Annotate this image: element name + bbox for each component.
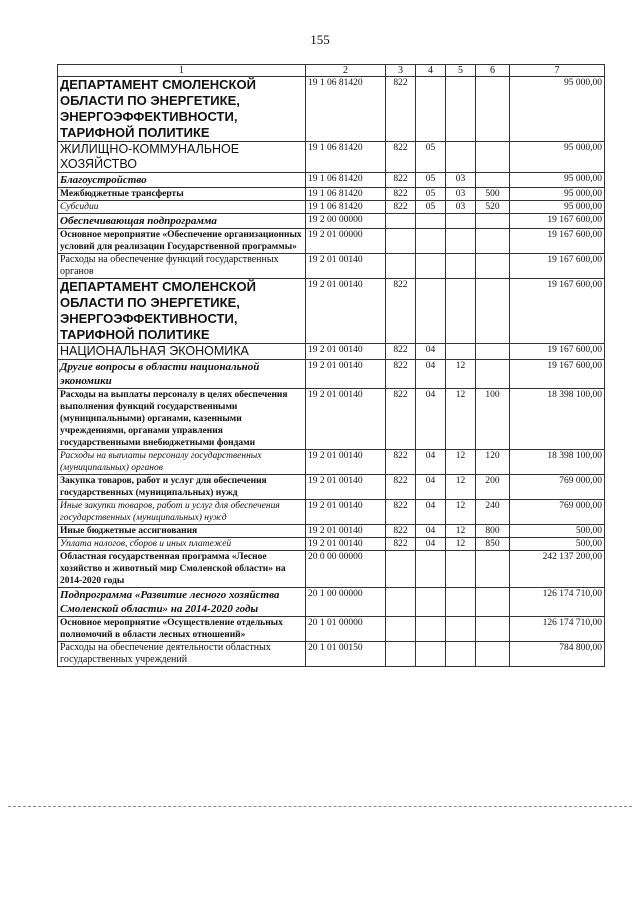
target-article-cell: 19 1 06 81420	[306, 201, 386, 214]
admin-code-cell	[386, 551, 416, 588]
header-cell: 4	[416, 65, 446, 77]
header-cell: 3	[386, 65, 416, 77]
expense-type-cell: 500	[476, 188, 510, 201]
subsection-code-cell	[446, 142, 476, 173]
expense-type-cell	[476, 344, 510, 360]
item-name-cell: Иные бюджетные ассигнования	[58, 525, 306, 538]
amount-cell: 18 398 100,00	[510, 450, 605, 475]
subsection-code-cell	[446, 279, 476, 344]
target-article-cell: 20 1 00 00000	[306, 588, 386, 617]
admin-code-cell: 822	[386, 450, 416, 475]
admin-code-cell: 822	[386, 279, 416, 344]
item-name-cell: ЖИЛИЩНО-КОММУНАЛЬНОЕ ХОЗЯЙСТВО	[58, 142, 306, 173]
section-code-cell: 04	[416, 475, 446, 500]
table-row	[58, 173, 605, 188]
subsection-code-cell: 12	[446, 538, 476, 551]
table-row	[58, 538, 605, 551]
item-name-cell: ДЕПАРТАМЕНТ СМОЛЕНСКОЙ ОБЛАСТИ ПО ЭНЕРГЕТИКЕ, ЭНЕРГОЭФФЕКТИВНОСТИ, ТАРИФНОЙ ПОЛИТИКЕ	[58, 279, 306, 344]
admin-code-cell	[386, 229, 416, 254]
expense-type-cell: 200	[476, 475, 510, 500]
header-row	[58, 65, 605, 77]
item-name-cell: Закупка товаров, работ и услуг для обеспечения государственных (муниципальных) нужд	[58, 475, 306, 500]
subsection-code-cell: 12	[446, 525, 476, 538]
table-row	[58, 201, 605, 214]
table-row	[58, 360, 605, 389]
table-row	[58, 254, 605, 279]
amount-cell: 19 167 600,00	[510, 360, 605, 389]
amount-cell: 242 137 200,00	[510, 551, 605, 588]
item-name-cell: Расходы на выплаты персоналу в целях обеспечения выполнения функций государственными (муниципальными) органами, казенными учреждениями, органами управления государственными внебюджетными фондами	[58, 389, 306, 450]
target-article-cell: 19 1 06 81420	[306, 188, 386, 201]
amount-cell: 19 167 600,00	[510, 229, 605, 254]
section-code-cell	[416, 642, 446, 667]
item-name-cell: Другие вопросы в области национальной экономики	[58, 360, 306, 389]
admin-code-cell	[386, 588, 416, 617]
section-code-cell	[416, 279, 446, 344]
item-name-cell: Подпрограмма «Развитие лесного хозяйства Смоленской области» на 2014-2020 годы	[58, 588, 306, 617]
admin-code-cell: 822	[386, 344, 416, 360]
table-body	[58, 77, 605, 667]
expense-type-cell	[476, 588, 510, 617]
target-article-cell: 19 2 00 00000	[306, 214, 386, 229]
expense-type-cell: 100	[476, 389, 510, 450]
table-row	[58, 214, 605, 229]
target-article-cell: 19 2 01 00140	[306, 450, 386, 475]
admin-code-cell: 822	[386, 500, 416, 525]
subsection-code-cell: 12	[446, 450, 476, 475]
expense-type-cell	[476, 214, 510, 229]
subsection-code-cell: 03	[446, 188, 476, 201]
expense-type-cell	[476, 254, 510, 279]
section-code-cell: 04	[416, 525, 446, 538]
item-name-cell: ДЕПАРТАМЕНТ СМОЛЕНСКОЙ ОБЛАСТИ ПО ЭНЕРГЕТИКЕ, ЭНЕРГОЭФФЕКТИВНОСТИ, ТАРИФНОЙ ПОЛИТИКЕ	[58, 77, 306, 142]
amount-cell: 95 000,00	[510, 77, 605, 142]
item-name-cell: Субсидии	[58, 201, 306, 214]
admin-code-cell: 822	[386, 201, 416, 214]
amount-cell: 19 167 600,00	[510, 214, 605, 229]
table-row	[58, 588, 605, 617]
item-name-cell: Уплата налогов, сборов и иных платежей	[58, 538, 306, 551]
table-row	[58, 617, 605, 642]
expense-type-cell: 240	[476, 500, 510, 525]
table-row	[58, 188, 605, 201]
header-cell: 1	[58, 65, 306, 77]
table-row	[58, 142, 605, 173]
amount-cell: 784 800,00	[510, 642, 605, 667]
amount-cell: 769 000,00	[510, 500, 605, 525]
section-code-cell	[416, 254, 446, 279]
amount-cell: 19 167 600,00	[510, 254, 605, 279]
section-code-cell	[416, 617, 446, 642]
section-code-cell	[416, 551, 446, 588]
admin-code-cell: 822	[386, 475, 416, 500]
amount-cell: 95 000,00	[510, 188, 605, 201]
subsection-code-cell: 03	[446, 173, 476, 188]
subsection-code-cell	[446, 642, 476, 667]
subsection-code-cell	[446, 551, 476, 588]
subsection-code-cell	[446, 229, 476, 254]
section-code-cell	[416, 77, 446, 142]
table-row	[58, 525, 605, 538]
table-row	[58, 389, 605, 450]
page-number: 155	[310, 32, 330, 47]
target-article-cell: 19 2 01 00140	[306, 538, 386, 551]
section-code-cell: 04	[416, 450, 446, 475]
section-code-cell: 05	[416, 142, 446, 173]
header-cell: 6	[476, 65, 510, 77]
item-name-cell: Областная государственная программа «Лесное хозяйство и животный мир Смоленской области» на 2014-2020 годы	[58, 551, 306, 588]
section-code-cell	[416, 588, 446, 617]
section-code-cell: 05	[416, 201, 446, 214]
table-row	[58, 475, 605, 500]
expense-type-cell: 850	[476, 538, 510, 551]
table-row	[58, 279, 605, 344]
item-name-cell: НАЦИОНАЛЬНАЯ ЭКОНОМИКА	[58, 344, 306, 360]
expense-type-cell	[476, 360, 510, 389]
target-article-cell: 20 0 00 00000	[306, 551, 386, 588]
admin-code-cell: 822	[386, 173, 416, 188]
section-code-cell: 04	[416, 344, 446, 360]
target-article-cell: 19 2 01 00140	[306, 525, 386, 538]
subsection-code-cell	[446, 77, 476, 142]
admin-code-cell: 822	[386, 188, 416, 201]
amount-cell: 126 174 710,00	[510, 617, 605, 642]
section-code-cell: 04	[416, 538, 446, 551]
subsection-code-cell: 12	[446, 475, 476, 500]
table-row	[58, 229, 605, 254]
target-article-cell: 19 2 01 00140	[306, 389, 386, 450]
admin-code-cell: 822	[386, 389, 416, 450]
target-article-cell: 19 2 01 00000	[306, 229, 386, 254]
target-article-cell: 19 2 01 00140	[306, 475, 386, 500]
admin-code-cell: 822	[386, 142, 416, 173]
item-name-cell: Расходы на выплаты персоналу государственных (муниципальных) органов	[58, 450, 306, 475]
item-name-cell: Благоустройство	[58, 173, 306, 188]
amount-cell: 500,00	[510, 525, 605, 538]
expense-type-cell	[476, 173, 510, 188]
expense-type-cell	[476, 617, 510, 642]
header-cell: 7	[510, 65, 605, 77]
table-row	[58, 642, 605, 667]
subsection-code-cell: 12	[446, 360, 476, 389]
section-code-cell	[416, 229, 446, 254]
admin-code-cell: 822	[386, 360, 416, 389]
expense-type-cell	[476, 77, 510, 142]
target-article-cell: 19 2 01 00140	[306, 344, 386, 360]
amount-cell: 769 000,00	[510, 475, 605, 500]
table-row	[58, 551, 605, 588]
section-code-cell: 04	[416, 500, 446, 525]
table-row	[58, 344, 605, 360]
target-article-cell: 19 2 01 00140	[306, 254, 386, 279]
expense-type-cell	[476, 551, 510, 588]
target-article-cell: 19 1 06 81420	[306, 142, 386, 173]
target-article-cell: 19 2 01 00140	[306, 279, 386, 344]
expense-type-cell: 800	[476, 525, 510, 538]
item-name-cell: Расходы на обеспечение деятельности областных государственных учреждений	[58, 642, 306, 667]
target-article-cell: 19 1 06 81420	[306, 173, 386, 188]
item-name-cell: Межбюджетные трансферты	[58, 188, 306, 201]
table-row	[58, 77, 605, 142]
target-article-cell: 20 1 01 00000	[306, 617, 386, 642]
section-code-cell: 04	[416, 360, 446, 389]
section-code-cell: 05	[416, 173, 446, 188]
admin-code-cell	[386, 617, 416, 642]
admin-code-cell	[386, 254, 416, 279]
admin-code-cell	[386, 214, 416, 229]
section-code-cell: 04	[416, 389, 446, 450]
amount-cell: 18 398 100,00	[510, 389, 605, 450]
subsection-code-cell: 03	[446, 201, 476, 214]
subsection-code-cell	[446, 254, 476, 279]
subsection-code-cell	[446, 588, 476, 617]
item-name-cell: Иные закупки товаров, работ и услуг для обеспечения государственных (муниципальных) нужд	[58, 500, 306, 525]
amount-cell: 95 000,00	[510, 173, 605, 188]
item-name-cell: Обеспечивающая подпрограмма	[58, 214, 306, 229]
subsection-code-cell: 12	[446, 389, 476, 450]
amount-cell: 95 000,00	[510, 201, 605, 214]
expense-type-cell: 120	[476, 450, 510, 475]
expense-type-cell	[476, 229, 510, 254]
budget-table	[57, 64, 605, 667]
target-article-cell: 19 2 01 00140	[306, 500, 386, 525]
admin-code-cell: 822	[386, 525, 416, 538]
table-row	[58, 450, 605, 475]
amount-cell: 95 000,00	[510, 142, 605, 173]
header-cell: 2	[306, 65, 386, 77]
target-article-cell: 19 1 06 81420	[306, 77, 386, 142]
expense-type-cell	[476, 142, 510, 173]
subsection-code-cell	[446, 214, 476, 229]
expense-type-cell	[476, 279, 510, 344]
amount-cell: 19 167 600,00	[510, 344, 605, 360]
expense-type-cell	[476, 642, 510, 667]
subsection-code-cell	[446, 344, 476, 360]
section-code-cell	[416, 214, 446, 229]
admin-code-cell: 822	[386, 538, 416, 551]
target-article-cell: 20 1 01 00150	[306, 642, 386, 667]
subsection-code-cell	[446, 617, 476, 642]
subsection-code-cell: 12	[446, 500, 476, 525]
amount-cell: 126 174 710,00	[510, 588, 605, 617]
target-article-cell: 19 2 01 00140	[306, 360, 386, 389]
amount-cell: 19 167 600,00	[510, 279, 605, 344]
admin-code-cell: 822	[386, 77, 416, 142]
section-code-cell: 05	[416, 188, 446, 201]
admin-code-cell	[386, 642, 416, 667]
item-name-cell: Основное мероприятие «Осуществление отдельных полномочий в области лесных отношений»	[58, 617, 306, 642]
page-bottom-rule	[8, 806, 632, 807]
amount-cell: 500,00	[510, 538, 605, 551]
table-row	[58, 500, 605, 525]
item-name-cell: Основное мероприятие «Обеспечение организационных условий для реализации Государственной программы»	[58, 229, 306, 254]
header-cell: 5	[446, 65, 476, 77]
expense-type-cell: 520	[476, 201, 510, 214]
item-name-cell: Расходы на обеспечение функций государственных органов	[58, 254, 306, 279]
